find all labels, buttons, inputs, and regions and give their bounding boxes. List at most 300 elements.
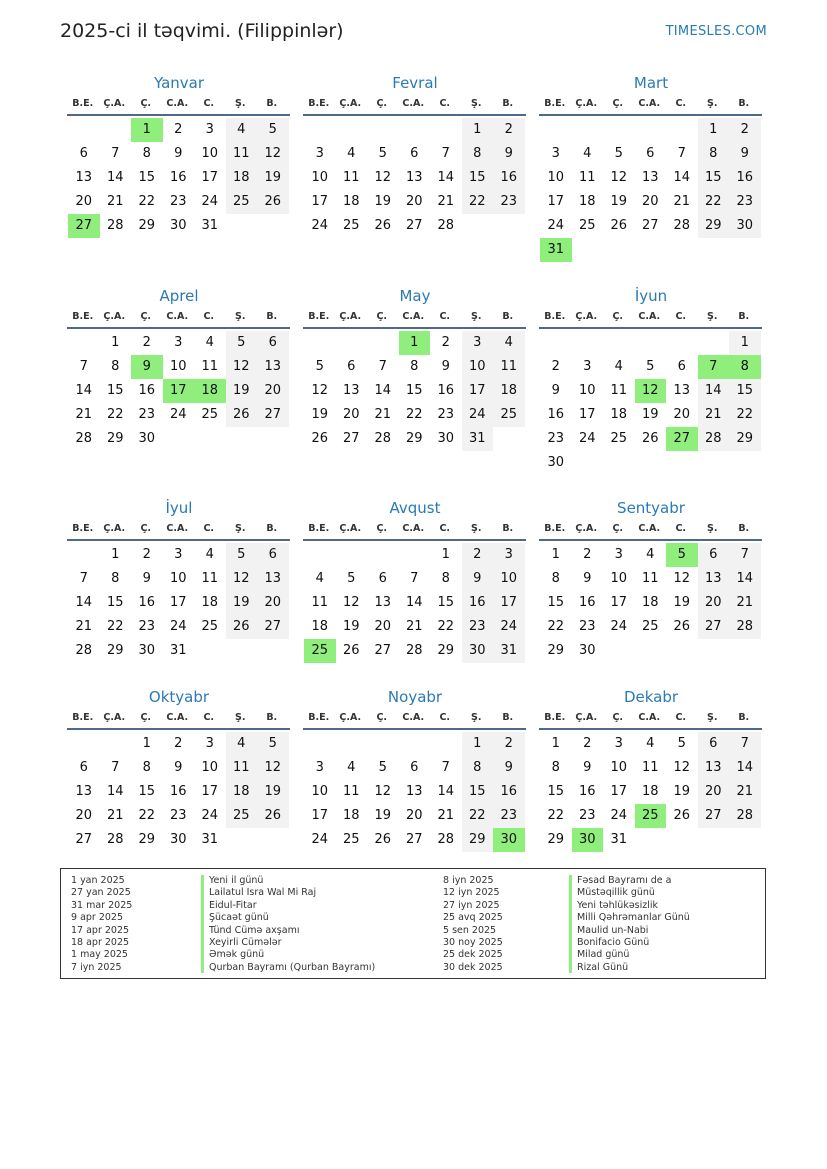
weekday-header bbox=[67, 519, 290, 541]
day-cell: 11 bbox=[641, 760, 659, 775]
day-cell: 9 bbox=[462, 567, 494, 591]
day-cell: 17 bbox=[201, 784, 219, 799]
day-cell: 2 bbox=[551, 359, 560, 374]
day-cell: 16 bbox=[437, 383, 455, 398]
day-cell: 8 bbox=[462, 142, 494, 166]
day-cell: 25 bbox=[610, 431, 628, 446]
empty-day-cell bbox=[336, 732, 368, 756]
month-name: May bbox=[399, 287, 431, 305]
empty-day-cell bbox=[698, 451, 730, 475]
day-cell: 23 bbox=[169, 808, 187, 823]
weekday-label: Ç. bbox=[612, 98, 624, 109]
day-cell: 20 bbox=[257, 379, 289, 403]
weekday-label: Ş. bbox=[235, 311, 246, 322]
week-row bbox=[540, 828, 762, 852]
day-cell: 21 bbox=[405, 619, 423, 634]
day-cell: 10 bbox=[201, 760, 219, 775]
day-cell: 1 bbox=[111, 547, 120, 562]
month-block bbox=[304, 686, 526, 852]
legend-date: 17 apr 2025 bbox=[71, 924, 130, 936]
day-cell: 13 bbox=[405, 784, 423, 799]
week-row bbox=[68, 828, 290, 852]
empty-day-cell bbox=[666, 331, 698, 355]
day-cell: 27 bbox=[374, 643, 392, 658]
day-cell: 30 bbox=[169, 218, 187, 233]
day-cell: 22 bbox=[106, 619, 124, 634]
day-cell: 29 bbox=[462, 828, 494, 852]
day-cell: 30 bbox=[578, 643, 596, 658]
day-cell: 18 bbox=[342, 194, 360, 209]
weekday-label: B. bbox=[266, 523, 278, 534]
weekday-label: B. bbox=[502, 311, 514, 322]
day-cell: 6 bbox=[257, 331, 289, 355]
day-cell: 7 bbox=[729, 543, 761, 567]
weekday-label: B. bbox=[738, 98, 750, 109]
week-row bbox=[304, 591, 526, 615]
weekday-label: C.A. bbox=[166, 523, 189, 534]
day-cell: 19 bbox=[374, 808, 392, 823]
day-cell: 1 bbox=[551, 547, 560, 562]
weekday-header bbox=[303, 94, 526, 116]
day-cell: 15 bbox=[729, 379, 761, 403]
holiday-legend bbox=[60, 868, 766, 979]
day-cell: 18 bbox=[201, 595, 219, 610]
week-row bbox=[68, 142, 290, 166]
empty-day-cell bbox=[304, 732, 336, 756]
holiday-day-cell: 17 bbox=[163, 379, 195, 403]
day-cell: 9 bbox=[729, 142, 761, 166]
holiday-day-cell: 8 bbox=[729, 355, 761, 379]
weekday-label: Ç.A. bbox=[103, 712, 126, 723]
day-cell: 22 bbox=[138, 808, 156, 823]
day-cell: 6 bbox=[698, 543, 730, 567]
day-cell: 4 bbox=[646, 736, 655, 751]
day-cell: 20 bbox=[257, 591, 289, 615]
day-cell: 7 bbox=[729, 732, 761, 756]
holiday-day-cell: 30 bbox=[493, 828, 525, 852]
day-cell: 14 bbox=[75, 383, 93, 398]
month-name: Avqust bbox=[389, 499, 441, 517]
day-cell: 8 bbox=[410, 359, 419, 374]
day-cell: 26 bbox=[257, 804, 289, 828]
day-cell: 10 bbox=[610, 571, 628, 586]
day-cell: 12 bbox=[610, 170, 628, 185]
day-cell: 3 bbox=[205, 122, 214, 137]
weekday-label: B. bbox=[266, 98, 278, 109]
day-cell: 23 bbox=[138, 407, 156, 422]
weekday-label: B.E. bbox=[544, 712, 566, 723]
day-cell: 26 bbox=[673, 808, 691, 823]
day-cell: 27 bbox=[698, 804, 730, 828]
empty-day-cell bbox=[226, 828, 258, 852]
empty-day-cell bbox=[698, 238, 730, 262]
day-cell: 16 bbox=[578, 784, 596, 799]
weekday-header bbox=[303, 708, 526, 730]
weekday-label: B. bbox=[502, 98, 514, 109]
day-cell: 11 bbox=[493, 355, 525, 379]
empty-day-cell bbox=[163, 427, 195, 451]
day-cell: 29 bbox=[138, 832, 156, 847]
weekday-label: Ç. bbox=[140, 712, 152, 723]
day-cell: 13 bbox=[641, 170, 659, 185]
day-cell: 16 bbox=[138, 595, 156, 610]
day-cell: 21 bbox=[437, 194, 455, 209]
day-cell: 30 bbox=[169, 832, 187, 847]
empty-day-cell bbox=[666, 639, 698, 663]
weekday-label: C. bbox=[675, 712, 687, 723]
holiday-day-cell: 5 bbox=[666, 543, 698, 567]
day-cell: 14 bbox=[437, 170, 455, 185]
weekday-label: C.A. bbox=[638, 712, 661, 723]
day-cell: 17 bbox=[610, 784, 628, 799]
day-cell: 19 bbox=[610, 194, 628, 209]
weekday-label: Ç. bbox=[376, 98, 388, 109]
weekday-label: Ç.A. bbox=[575, 98, 598, 109]
day-cell: 27 bbox=[405, 832, 423, 847]
empty-day-cell bbox=[729, 639, 761, 663]
day-cell: 5 bbox=[378, 146, 387, 161]
legend-date: 7 iyn 2025 bbox=[71, 961, 122, 973]
week-row bbox=[540, 118, 762, 142]
day-cell: 3 bbox=[614, 547, 623, 562]
day-cell: 5 bbox=[226, 543, 258, 567]
day-cell: 31 bbox=[201, 832, 219, 847]
legend-holiday-name: Qurban Bayramı (Qurban Bayramı) bbox=[209, 961, 376, 973]
day-cell: 18 bbox=[493, 379, 525, 403]
empty-day-cell bbox=[540, 331, 572, 355]
day-cell: 4 bbox=[315, 571, 324, 586]
day-cell: 21 bbox=[106, 808, 124, 823]
month-block bbox=[304, 72, 526, 238]
day-cell: 8 bbox=[551, 571, 560, 586]
weekday-header bbox=[539, 519, 762, 541]
week-row bbox=[304, 543, 526, 567]
day-cell: 15 bbox=[547, 595, 565, 610]
weekday-label: B.E. bbox=[544, 523, 566, 534]
day-cell: 10 bbox=[493, 567, 525, 591]
legend-date: 8 iyn 2025 bbox=[443, 875, 494, 886]
legend-date: 27 iyn 2025 bbox=[443, 899, 500, 911]
empty-day-cell bbox=[304, 118, 336, 142]
weekday-label: Ç. bbox=[140, 98, 152, 109]
day-cell: 20 bbox=[698, 591, 730, 615]
day-cell: 1 bbox=[551, 736, 560, 751]
day-cell: 10 bbox=[578, 383, 596, 398]
month-block bbox=[304, 497, 526, 663]
weekday-label: C. bbox=[203, 311, 215, 322]
empty-day-cell bbox=[572, 238, 604, 262]
day-cell: 17 bbox=[493, 591, 525, 615]
month-block bbox=[540, 285, 762, 475]
legend-date: 27 yan 2025 bbox=[71, 887, 131, 899]
day-cell: 18 bbox=[610, 407, 628, 422]
day-cell: 6 bbox=[79, 760, 88, 775]
day-cell: 2 bbox=[441, 335, 450, 350]
day-cell: 5 bbox=[614, 146, 623, 161]
day-cell: 28 bbox=[106, 218, 124, 233]
day-cell: 30 bbox=[138, 431, 156, 446]
day-cell: 17 bbox=[169, 595, 187, 610]
day-cell: 8 bbox=[698, 142, 730, 166]
empty-day-cell bbox=[729, 828, 761, 852]
day-cell: 28 bbox=[106, 832, 124, 847]
legend-right-bar bbox=[569, 875, 572, 973]
day-cell: 21 bbox=[673, 194, 691, 209]
weekday-label: C. bbox=[439, 523, 451, 534]
day-cell: 13 bbox=[342, 383, 360, 398]
month-block bbox=[68, 686, 290, 852]
weekday-label: Ç. bbox=[376, 311, 388, 322]
weekday-label: C.A. bbox=[402, 712, 425, 723]
weekday-label: Ç. bbox=[140, 523, 152, 534]
week-row bbox=[304, 427, 526, 451]
day-cell: 5 bbox=[378, 760, 387, 775]
week-row bbox=[304, 118, 526, 142]
weekday-label: Ç.A. bbox=[339, 712, 362, 723]
week-row bbox=[304, 355, 526, 379]
day-cell: 2 bbox=[493, 118, 525, 142]
day-cell: 16 bbox=[578, 595, 596, 610]
day-cell: 8 bbox=[551, 760, 560, 775]
day-cell: 3 bbox=[583, 359, 592, 374]
day-cell: 17 bbox=[462, 379, 494, 403]
day-cell: 19 bbox=[226, 379, 258, 403]
weekday-label: Ç.A. bbox=[575, 712, 598, 723]
page-title: 2025-ci il təqvimi. (Filippinlər) bbox=[60, 20, 344, 42]
weekday-label: C.A. bbox=[166, 98, 189, 109]
day-cell: 2 bbox=[583, 736, 592, 751]
empty-day-cell bbox=[336, 543, 368, 567]
day-cell: 4 bbox=[493, 331, 525, 355]
weekday-label: C.A. bbox=[402, 98, 425, 109]
day-cell: 7 bbox=[111, 146, 120, 161]
day-cell: 27 bbox=[698, 615, 730, 639]
empty-day-cell bbox=[603, 639, 635, 663]
day-cell: 27 bbox=[75, 832, 93, 847]
day-cell: 7 bbox=[79, 359, 88, 374]
day-cell: 5 bbox=[347, 571, 356, 586]
empty-day-cell bbox=[493, 427, 525, 451]
week-row bbox=[304, 756, 526, 780]
empty-day-cell bbox=[367, 732, 399, 756]
day-cell: 1 bbox=[462, 118, 494, 142]
day-cell: 14 bbox=[374, 383, 392, 398]
day-cell: 18 bbox=[342, 808, 360, 823]
week-row bbox=[540, 355, 762, 379]
day-cell: 26 bbox=[641, 431, 659, 446]
day-cell: 18 bbox=[641, 784, 659, 799]
day-cell: 24 bbox=[610, 619, 628, 634]
day-cell: 7 bbox=[677, 146, 686, 161]
day-cell: 4 bbox=[583, 146, 592, 161]
day-cell: 2 bbox=[493, 732, 525, 756]
day-cell: 12 bbox=[673, 571, 691, 586]
week-row bbox=[304, 403, 526, 427]
day-cell: 4 bbox=[646, 547, 655, 562]
day-cell: 3 bbox=[462, 331, 494, 355]
week-row bbox=[68, 118, 290, 142]
day-cell: 6 bbox=[79, 146, 88, 161]
weekday-label: Ş. bbox=[707, 98, 718, 109]
day-cell: 21 bbox=[698, 403, 730, 427]
day-cell: 26 bbox=[226, 403, 258, 427]
empty-day-cell bbox=[194, 427, 226, 451]
weekday-label: B. bbox=[502, 712, 514, 723]
day-cell: 29 bbox=[698, 214, 730, 238]
week-row bbox=[304, 331, 526, 355]
legend-date: 9 apr 2025 bbox=[71, 912, 124, 924]
day-cell: 30 bbox=[547, 455, 565, 470]
day-cell: 13 bbox=[257, 355, 289, 379]
day-cell: 29 bbox=[547, 832, 565, 847]
day-cell: 28 bbox=[437, 218, 455, 233]
week-row bbox=[540, 166, 762, 190]
day-cell: 29 bbox=[106, 643, 124, 658]
weekday-label: C. bbox=[203, 98, 215, 109]
weekday-label: Ş. bbox=[707, 523, 718, 534]
empty-day-cell bbox=[194, 639, 226, 663]
holiday-day-cell: 25 bbox=[635, 804, 667, 828]
weekday-header bbox=[67, 708, 290, 730]
day-cell: 24 bbox=[311, 218, 329, 233]
day-cell: 17 bbox=[578, 407, 596, 422]
day-cell: 1 bbox=[729, 331, 761, 355]
day-cell: 26 bbox=[374, 218, 392, 233]
day-cell: 10 bbox=[610, 760, 628, 775]
legend-date: 25 avq 2025 bbox=[443, 912, 503, 924]
day-cell: 24 bbox=[578, 431, 596, 446]
day-cell: 30 bbox=[462, 639, 494, 663]
day-cell: 6 bbox=[410, 146, 419, 161]
day-cell: 21 bbox=[106, 194, 124, 209]
day-cell: 30 bbox=[729, 214, 761, 238]
legend-right-dates bbox=[443, 875, 503, 974]
weekday-label: Ç. bbox=[612, 523, 624, 534]
month-name: İyul bbox=[165, 499, 193, 517]
day-cell: 14 bbox=[729, 567, 761, 591]
empty-day-cell bbox=[635, 331, 667, 355]
day-cell: 31 bbox=[169, 643, 187, 658]
day-cell: 21 bbox=[75, 619, 93, 634]
week-row bbox=[540, 403, 762, 427]
brand-logo-text[interactable]: TIMESLES.COM bbox=[665, 24, 767, 39]
day-cell: 2 bbox=[462, 543, 494, 567]
day-cell: 10 bbox=[547, 170, 565, 185]
month-block bbox=[540, 497, 762, 663]
day-cell: 7 bbox=[410, 571, 419, 586]
day-cell: 6 bbox=[646, 146, 655, 161]
week-row bbox=[68, 780, 290, 804]
holiday-day-cell: 31 bbox=[540, 238, 572, 262]
weekday-label: Ş. bbox=[707, 712, 718, 723]
day-cell: 28 bbox=[673, 218, 691, 233]
day-cell: 6 bbox=[347, 359, 356, 374]
empty-day-cell bbox=[493, 214, 525, 238]
day-cell: 4 bbox=[614, 359, 623, 374]
week-row bbox=[304, 214, 526, 238]
empty-day-cell bbox=[729, 238, 761, 262]
weekday-label: B. bbox=[266, 712, 278, 723]
day-cell: 14 bbox=[106, 170, 124, 185]
weekday-label: C. bbox=[203, 523, 215, 534]
month-block bbox=[68, 285, 290, 451]
empty-day-cell bbox=[572, 331, 604, 355]
day-cell: 29 bbox=[437, 643, 455, 658]
day-cell: 2 bbox=[174, 122, 183, 137]
day-cell: 28 bbox=[405, 643, 423, 658]
week-row bbox=[304, 615, 526, 639]
day-cell: 2 bbox=[142, 547, 151, 562]
day-cell: 22 bbox=[547, 808, 565, 823]
day-cell: 29 bbox=[729, 427, 761, 451]
legend-holiday-name: Lailatul Isra Wal Mi Raj bbox=[209, 887, 317, 899]
weekday-label: Ş. bbox=[235, 712, 246, 723]
day-cell: 8 bbox=[142, 146, 151, 161]
day-cell: 12 bbox=[311, 383, 329, 398]
week-row bbox=[540, 756, 762, 780]
day-cell: 6 bbox=[698, 732, 730, 756]
day-cell: 9 bbox=[493, 142, 525, 166]
month-name: Aprel bbox=[159, 287, 199, 305]
day-cell: 15 bbox=[138, 170, 156, 185]
empty-day-cell bbox=[603, 451, 635, 475]
day-cell: 19 bbox=[673, 595, 691, 610]
legend-holiday-name: Əmək günü bbox=[209, 949, 265, 961]
week-row bbox=[304, 379, 526, 403]
day-cell: 1 bbox=[111, 335, 120, 350]
day-cell: 15 bbox=[405, 383, 423, 398]
week-row bbox=[68, 166, 290, 190]
day-cell: 10 bbox=[311, 170, 329, 185]
day-cell: 20 bbox=[698, 780, 730, 804]
legend-date: 12 iyn 2025 bbox=[443, 887, 500, 899]
weekday-header bbox=[303, 519, 526, 541]
day-cell: 17 bbox=[311, 194, 329, 209]
day-cell: 14 bbox=[405, 595, 423, 610]
day-cell: 24 bbox=[493, 615, 525, 639]
weekday-label: Ş. bbox=[235, 523, 246, 534]
weekday-label: Ç. bbox=[612, 311, 624, 322]
weekday-label: C.A. bbox=[638, 311, 661, 322]
empty-day-cell bbox=[304, 543, 336, 567]
day-cell: 8 bbox=[111, 571, 120, 586]
day-cell: 13 bbox=[257, 567, 289, 591]
empty-day-cell bbox=[226, 639, 258, 663]
week-row bbox=[540, 379, 762, 403]
week-row bbox=[540, 804, 762, 828]
week-row bbox=[304, 804, 526, 828]
weekday-label: B.E. bbox=[308, 712, 330, 723]
legend-left-bar bbox=[201, 875, 204, 973]
legend-holiday-name: Eidul-Fitar bbox=[209, 899, 257, 911]
empty-day-cell bbox=[68, 331, 100, 355]
day-cell: 13 bbox=[75, 170, 93, 185]
legend-date: 1 yan 2025 bbox=[71, 875, 125, 886]
empty-day-cell bbox=[257, 828, 289, 852]
day-cell: 20 bbox=[641, 194, 659, 209]
weekday-header bbox=[539, 307, 762, 329]
day-cell: 15 bbox=[138, 784, 156, 799]
weekday-label: B.E. bbox=[308, 311, 330, 322]
day-cell: 18 bbox=[226, 780, 258, 804]
day-cell: 13 bbox=[698, 567, 730, 591]
day-cell: 16 bbox=[493, 166, 525, 190]
day-cell: 31 bbox=[610, 832, 628, 847]
day-cell: 4 bbox=[205, 335, 214, 350]
week-row bbox=[68, 591, 290, 615]
day-cell: 3 bbox=[174, 547, 183, 562]
day-cell: 15 bbox=[437, 595, 455, 610]
